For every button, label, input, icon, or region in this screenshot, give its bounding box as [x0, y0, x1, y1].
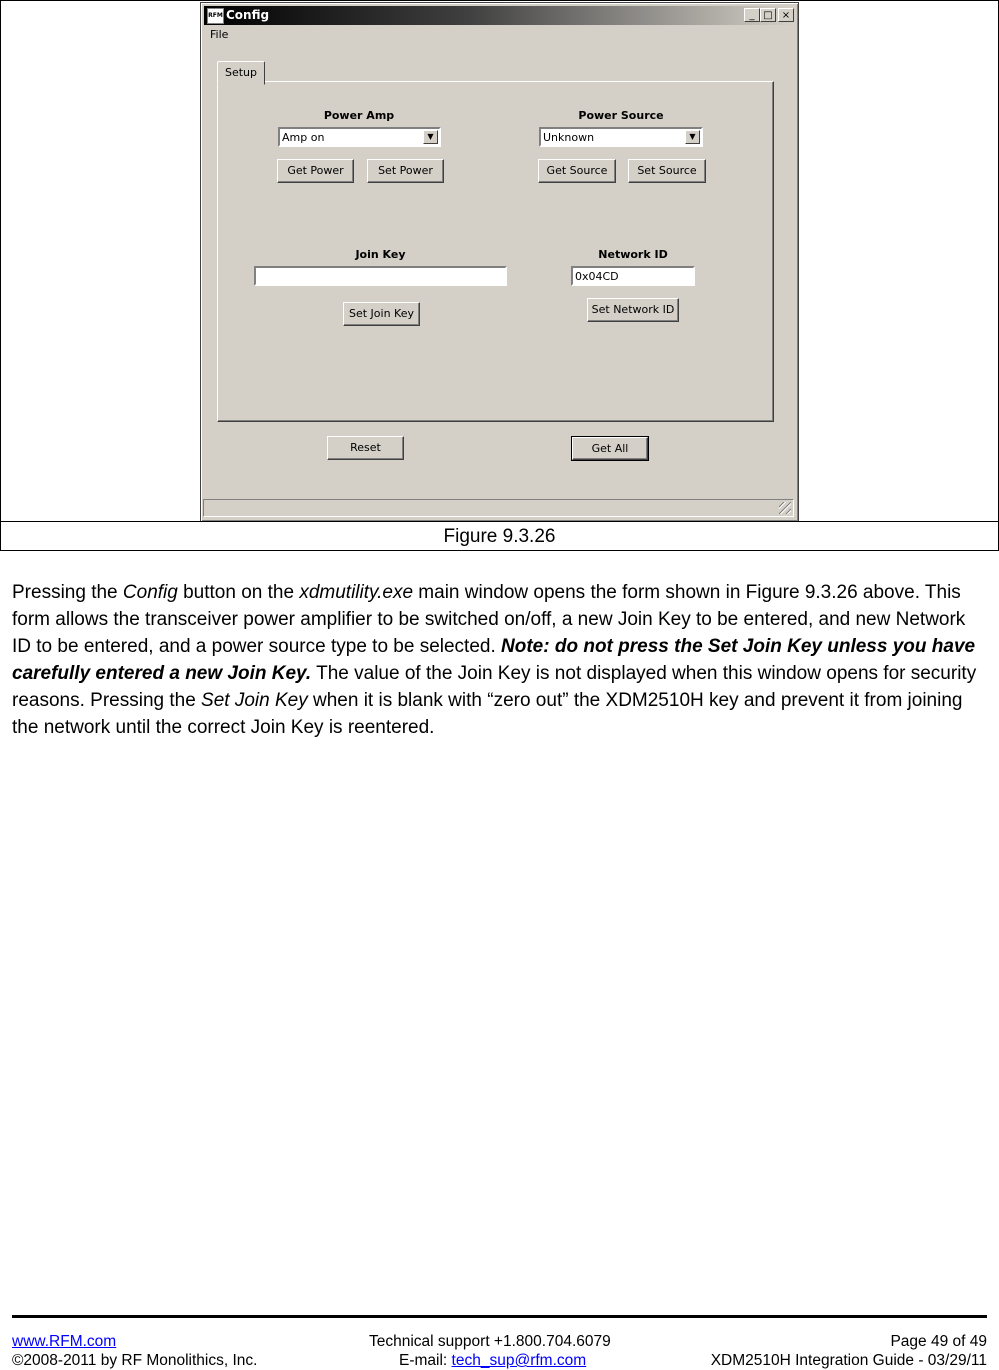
join-key-input[interactable] — [254, 266, 507, 286]
power-amp-label: Power Amp — [323, 109, 395, 122]
email-link[interactable]: tech_sup@rfm.com — [451, 1352, 587, 1369]
warning-note: Note: do not press the Set Join Key unless you have carefully entered a new Join Key. — [12, 636, 976, 684]
menu-bar — [204, 26, 793, 44]
power-amp-select[interactable] — [278, 127, 441, 147]
set-join-key-button[interactable]: Set Join Key — [343, 302, 420, 326]
network-id-input[interactable] — [571, 266, 695, 286]
email-label: E-mail: — [399, 1352, 452, 1369]
get-power-button[interactable]: Get Power — [277, 159, 354, 183]
window-title: Config — [226, 8, 270, 22]
close-button[interactable]: × — [778, 8, 794, 22]
config-window — [200, 2, 799, 522]
set-power-button[interactable]: Set Power — [367, 159, 444, 183]
body-text: when it is blank with “zero out” the XDM2510H key and prevent it from joining the network until the correct Join Key is reentered. — [12, 690, 963, 738]
set-join-key-term: Set Join Key — [201, 690, 308, 711]
title-bar[interactable] — [204, 6, 793, 25]
page-number: Page 49 of 49 — [890, 1333, 987, 1350]
power-source-select[interactable] — [539, 127, 703, 147]
network-id-value: 0x04CD — [575, 270, 619, 283]
body-paragraph — [12, 579, 987, 741]
body-text: button on the — [177, 582, 300, 603]
chevron-down-icon[interactable]: ▼ — [423, 130, 438, 144]
power-source-label: Power Source — [578, 109, 664, 122]
support-email-line — [399, 1351, 586, 1370]
menu-file[interactable]: File — [210, 28, 229, 41]
get-all-button[interactable]: Get All — [572, 437, 648, 460]
set-source-button[interactable]: Set Source — [628, 159, 706, 183]
reset-button[interactable]: Reset — [327, 436, 404, 460]
power-amp-value: Amp on — [282, 131, 325, 144]
body-text: main window opens the form shown in Figure 9.3.26 above. This form allows the transceiver power amplifier to be switched on/off, a new Join Key to be entered, and new Network ID to be entered, and a power source type to be selected. — [12, 582, 966, 657]
network-id-label: Network ID — [598, 248, 668, 261]
website-link[interactable]: www.RFM.com — [12, 1333, 117, 1350]
copyright: ©2008-2011 by RF Monolithics, Inc. — [12, 1352, 258, 1369]
figure-caption: Figure 9.3.26 — [0, 521, 999, 551]
resize-grip-icon[interactable] — [779, 502, 791, 514]
get-source-button[interactable]: Get Source — [538, 159, 616, 183]
power-source-value: Unknown — [543, 131, 595, 144]
minimize-button[interactable]: _ — [744, 8, 760, 22]
maximize-button[interactable]: □ — [760, 8, 776, 22]
body-text: The value of the Join Key is not displayed when this window opens for security reasons. Pressing the — [12, 663, 977, 711]
config-term: Config — [122, 582, 178, 603]
document-title: XDM2510H Integration Guide - 03/29/11 — [710, 1352, 987, 1369]
app-icon: RFM — [207, 8, 224, 24]
support-phone: Technical support +1.800.704.6079 — [369, 1333, 611, 1350]
join-key-label: Join Key — [355, 248, 406, 261]
set-network-id-button[interactable]: Set Network ID — [587, 298, 679, 322]
status-bar — [203, 499, 794, 517]
chevron-down-icon[interactable]: ▼ — [685, 130, 700, 144]
footer-rule — [12, 1315, 987, 1318]
utility-filename: xdmutility.exe — [299, 582, 414, 603]
tab-setup[interactable]: Setup — [217, 61, 265, 85]
body-text: Pressing the — [12, 582, 123, 603]
